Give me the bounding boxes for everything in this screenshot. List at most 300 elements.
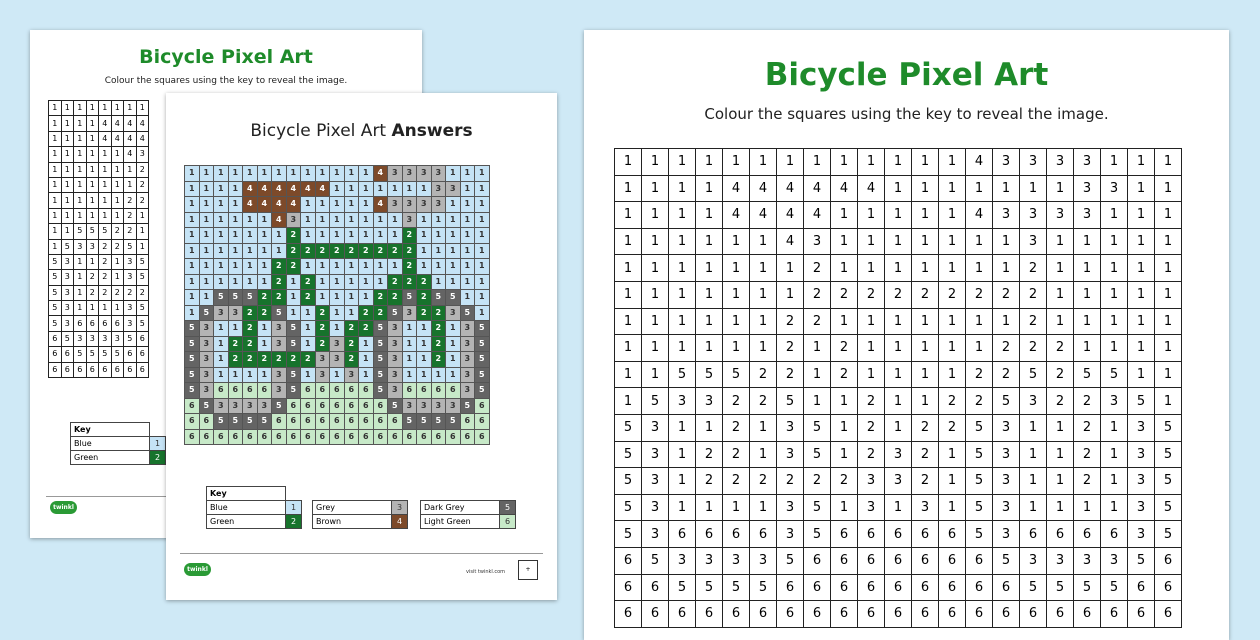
grid-cell: 6 — [777, 601, 804, 628]
grid-cell: 6 — [388, 429, 403, 445]
grid-cell: 1 — [858, 149, 885, 176]
grid-cell: 1 — [642, 228, 669, 255]
grid-cell: 5 — [723, 361, 750, 388]
grid-cell: 1 — [939, 361, 966, 388]
grid-cell: 1 — [804, 335, 831, 362]
grid-cell: 6 — [124, 362, 137, 377]
grid-cell: 3 — [61, 316, 74, 331]
grid-cell: 2 — [1020, 255, 1047, 282]
grid-cell: 1 — [642, 255, 669, 282]
grid-cell: 2 — [1074, 468, 1101, 495]
grid-cell: 1 — [431, 243, 446, 259]
grid-cell: 5 — [431, 290, 446, 306]
grid-cell: 1 — [431, 259, 446, 275]
grid-cell: 2 — [315, 336, 330, 352]
grid-cell: 3 — [1047, 202, 1074, 229]
grid-cell: 1 — [228, 228, 243, 244]
grid-cell: 1 — [257, 367, 272, 383]
grid-cell: 1 — [185, 274, 200, 290]
grid-cell: 2 — [315, 243, 330, 259]
grid-cell: 1 — [86, 116, 99, 131]
grid-cell: 6 — [1128, 601, 1155, 628]
grid-cell: 5 — [1155, 441, 1182, 468]
grid-cell: 2 — [1047, 361, 1074, 388]
grid-cell: 2 — [993, 281, 1020, 308]
grid-cell: 1 — [615, 335, 642, 362]
grid-cell: 3 — [74, 331, 87, 346]
grid-cell: 3 — [86, 239, 99, 254]
grid-cell: 1 — [74, 116, 87, 131]
grid-cell: 4 — [966, 202, 993, 229]
grid-cell: 1 — [642, 202, 669, 229]
grid-cell: 1 — [912, 175, 939, 202]
grid-cell: 2 — [804, 468, 831, 495]
grid-cell: 2 — [723, 441, 750, 468]
grid-cell: 1 — [642, 335, 669, 362]
grid-cell: 2 — [723, 414, 750, 441]
grid-cell: 2 — [344, 336, 359, 352]
grid-cell: 1 — [858, 202, 885, 229]
grid-cell: 1 — [199, 181, 214, 197]
grid-cell: 1 — [723, 494, 750, 521]
grid-cell: 6 — [344, 429, 359, 445]
grid-cell: 3 — [1047, 149, 1074, 176]
grid-cell: 1 — [74, 147, 87, 162]
grid-cell: 1 — [111, 101, 124, 116]
grid-cell: 1 — [1074, 494, 1101, 521]
grid-cell: 1 — [1101, 468, 1128, 495]
grid-cell: 3 — [330, 352, 345, 368]
grid-cell: 1 — [615, 361, 642, 388]
grid-cell: 1 — [1047, 228, 1074, 255]
grid-cell: 1 — [344, 290, 359, 306]
grid-cell: 1 — [1128, 175, 1155, 202]
grid-cell: 1 — [939, 149, 966, 176]
grid-cell: 6 — [185, 429, 200, 445]
grid-cell: 1 — [696, 175, 723, 202]
grid-cell: 1 — [49, 101, 62, 116]
grid-cell: 2 — [373, 290, 388, 306]
grid-cell: 1 — [228, 243, 243, 259]
grid-cell: 5 — [61, 239, 74, 254]
grid-cell: 4 — [286, 181, 301, 197]
grid-cell: 2 — [99, 270, 112, 285]
back-key-number: 2 — [150, 451, 166, 465]
grid-cell: 6 — [243, 383, 258, 399]
grid-cell: 1 — [475, 243, 490, 259]
grid-cell: 1 — [431, 228, 446, 244]
grid-cell: 6 — [858, 574, 885, 601]
answers-key-number: 4 — [392, 515, 408, 529]
grid-cell: 1 — [669, 335, 696, 362]
grid-cell: 6 — [136, 331, 149, 346]
grid-cell: 1 — [446, 228, 461, 244]
grid-cell: 6 — [431, 429, 446, 445]
grid-cell: 2 — [966, 281, 993, 308]
grid-cell: 2 — [777, 335, 804, 362]
grid-cell: 1 — [344, 228, 359, 244]
grid-cell: 1 — [885, 335, 912, 362]
grid-cell: 1 — [885, 388, 912, 415]
grid-cell: 2 — [124, 224, 137, 239]
answers-pixel-grid — [184, 165, 490, 445]
grid-cell: 5 — [286, 383, 301, 399]
grid-cell: 2 — [912, 281, 939, 308]
grid-cell: 1 — [912, 308, 939, 335]
grid-cell: 6 — [99, 316, 112, 331]
grid-cell: 1 — [402, 321, 417, 337]
grid-cell: 1 — [1074, 228, 1101, 255]
grid-cell: 3 — [750, 547, 777, 574]
grid-cell: 1 — [344, 305, 359, 321]
grid-cell: 4 — [804, 202, 831, 229]
grid-cell: 2 — [359, 305, 374, 321]
grid-cell: 1 — [86, 177, 99, 192]
grid-cell: 1 — [1074, 308, 1101, 335]
answers-title-prefix: Bicycle Pixel Art — [250, 121, 387, 141]
grid-cell: 4 — [750, 175, 777, 202]
grid-cell: 1 — [804, 388, 831, 415]
grid-cell: 3 — [388, 367, 403, 383]
grid-cell: 1 — [286, 274, 301, 290]
grid-cell: 1 — [199, 228, 214, 244]
grid-cell: 2 — [136, 162, 149, 177]
grid-cell: 1 — [330, 305, 345, 321]
grid-cell: 1 — [185, 181, 200, 197]
grid-row — [615, 202, 1182, 229]
grid-cell: 2 — [696, 468, 723, 495]
grid-cell: 1 — [359, 290, 374, 306]
grid-cell: 1 — [1155, 202, 1182, 229]
grid-cell: 2 — [286, 243, 301, 259]
grid-cell: 6 — [243, 429, 258, 445]
grid-cell: 1 — [111, 193, 124, 208]
main-title: Bicycle Pixel Art — [764, 57, 1049, 93]
grid-cell: 3 — [460, 367, 475, 383]
grid-cell: 3 — [388, 321, 403, 337]
grid-cell: 3 — [388, 352, 403, 368]
grid-cell: 5 — [460, 305, 475, 321]
grid-cell: 3 — [272, 336, 287, 352]
grid-cell: 6 — [1155, 601, 1182, 628]
grid-cell: 1 — [831, 255, 858, 282]
grid-cell: 1 — [858, 361, 885, 388]
grid-cell: 2 — [315, 321, 330, 337]
grid-cell: 2 — [831, 281, 858, 308]
grid-cell: 1 — [136, 224, 149, 239]
grid-cell: 6 — [750, 601, 777, 628]
grid-cell: 1 — [1101, 255, 1128, 282]
grid-cell: 2 — [939, 414, 966, 441]
grid-cell: 1 — [804, 149, 831, 176]
grid-cell: 2 — [1020, 335, 1047, 362]
grid-cell: 6 — [885, 601, 912, 628]
grid-cell: 3 — [1047, 547, 1074, 574]
grid-cell: 6 — [272, 414, 287, 430]
grid-cell: 3 — [1101, 175, 1128, 202]
grid-cell: 5 — [228, 290, 243, 306]
grid-cell: 1 — [359, 197, 374, 213]
grid-cell: 1 — [885, 149, 912, 176]
grid-cell: 1 — [74, 177, 87, 192]
grid-cell: 6 — [939, 521, 966, 548]
grid-cell: 3 — [642, 441, 669, 468]
grid-cell: 1 — [475, 305, 490, 321]
grid-cell: 5 — [136, 270, 149, 285]
grid-cell: 2 — [431, 305, 446, 321]
grid-cell: 6 — [111, 316, 124, 331]
grid-cell: 2 — [402, 243, 417, 259]
grid-cell: 2 — [344, 243, 359, 259]
grid-cell: 1 — [723, 281, 750, 308]
grid-cell: 6 — [136, 347, 149, 362]
grid-cell: 3 — [777, 441, 804, 468]
back-key-label: Green — [71, 451, 150, 465]
grid-cell: 1 — [315, 212, 330, 228]
grid-cell: 6 — [750, 521, 777, 548]
grid-cell: 1 — [359, 181, 374, 197]
grid-cell: 1 — [315, 274, 330, 290]
grid-row — [49, 254, 149, 269]
grid-cell: 1 — [61, 193, 74, 208]
grid-cell: 6 — [858, 601, 885, 628]
grid-cell: 2 — [1074, 388, 1101, 415]
answers-key-number: 5 — [500, 501, 516, 515]
grid-cell: 1 — [1020, 441, 1047, 468]
grid-cell: 3 — [993, 494, 1020, 521]
grid-cell: 6 — [669, 601, 696, 628]
grid-cell: 1 — [669, 175, 696, 202]
grid-cell: 1 — [359, 166, 374, 182]
grid-cell: 1 — [330, 212, 345, 228]
grid-cell: 1 — [417, 352, 432, 368]
grid-cell: 5 — [723, 574, 750, 601]
grid-cell: 1 — [475, 274, 490, 290]
grid-cell: 3 — [388, 383, 403, 399]
grid-cell: 5 — [1155, 494, 1182, 521]
answers-key-label: Green — [207, 515, 286, 529]
grid-cell: 1 — [214, 243, 229, 259]
grid-cell: 6 — [912, 547, 939, 574]
grid-cell: 1 — [750, 149, 777, 176]
grid-cell: 1 — [669, 441, 696, 468]
grid-cell: 1 — [1128, 149, 1155, 176]
worksheet-answers-page — [166, 93, 557, 600]
grid-cell: 2 — [99, 285, 112, 300]
grid-row — [49, 116, 149, 131]
grid-cell: 3 — [993, 414, 1020, 441]
grid-cell: 2 — [750, 361, 777, 388]
grid-cell: 5 — [804, 414, 831, 441]
grid-cell: 1 — [330, 259, 345, 275]
grid-cell: 1 — [286, 305, 301, 321]
grid-cell: 1 — [359, 228, 374, 244]
grid-cell: 3 — [214, 398, 229, 414]
grid-cell: 5 — [696, 574, 723, 601]
grid-cell: 2 — [359, 321, 374, 337]
grid-cell: 1 — [272, 243, 287, 259]
grid-cell: 6 — [315, 398, 330, 414]
grid-cell: 1 — [669, 228, 696, 255]
grid-cell: 1 — [446, 166, 461, 182]
grid-cell: 1 — [111, 162, 124, 177]
grid-cell: 6 — [315, 414, 330, 430]
grid-cell: 1 — [228, 321, 243, 337]
grid-cell: 1 — [446, 259, 461, 275]
grid-cell: 4 — [858, 175, 885, 202]
grid-cell: 6 — [74, 362, 87, 377]
grid-cell: 1 — [315, 290, 330, 306]
grid-cell: 1 — [344, 259, 359, 275]
grid-cell: 6 — [330, 429, 345, 445]
answers-key-number: 3 — [392, 501, 408, 515]
grid-cell: 5 — [243, 414, 258, 430]
grid-cell: 4 — [257, 181, 272, 197]
grid-cell: 1 — [696, 255, 723, 282]
grid-cell: 5 — [243, 290, 258, 306]
grid-cell: 1 — [111, 270, 124, 285]
grid-cell: 5 — [136, 301, 149, 316]
grid-cell: 5 — [750, 574, 777, 601]
worksheet-main-page — [584, 30, 1229, 640]
grid-cell: 5 — [402, 414, 417, 430]
grid-cell: 1 — [475, 166, 490, 182]
grid-cell: 1 — [344, 166, 359, 182]
grid-cell: 6 — [993, 574, 1020, 601]
grid-cell: 5 — [99, 347, 112, 362]
answers-key-label: Light Green — [421, 515, 500, 529]
grid-cell: 6 — [257, 429, 272, 445]
grid-cell: 1 — [912, 335, 939, 362]
grid-cell: 2 — [750, 388, 777, 415]
grid-cell: 4 — [243, 197, 258, 213]
grid-cell: 1 — [199, 290, 214, 306]
grid-cell: 5 — [966, 441, 993, 468]
grid-cell: 1 — [1128, 361, 1155, 388]
grid-cell: 3 — [286, 212, 301, 228]
grid-cell: 5 — [777, 388, 804, 415]
grid-cell: 3 — [257, 398, 272, 414]
grid-cell: 4 — [373, 166, 388, 182]
grid-cell: 3 — [446, 181, 461, 197]
grid-cell: 1 — [315, 166, 330, 182]
grid-cell: 6 — [49, 362, 62, 377]
grid-cell: 2 — [111, 285, 124, 300]
grid-cell: 1 — [475, 212, 490, 228]
grid-cell: 3 — [61, 285, 74, 300]
back-key-header: Key — [71, 423, 150, 437]
grid-cell: 1 — [86, 101, 99, 116]
grid-cell: 1 — [1047, 441, 1074, 468]
grid-cell: 6 — [330, 398, 345, 414]
grid-cell: 6 — [831, 547, 858, 574]
grid-cell: 2 — [912, 414, 939, 441]
grid-cell: 1 — [696, 308, 723, 335]
grid-cell: 2 — [301, 290, 316, 306]
grid-cell: 4 — [272, 181, 287, 197]
grid-cell: 3 — [199, 336, 214, 352]
grid-cell: 1 — [777, 149, 804, 176]
grid-cell: 4 — [124, 131, 137, 146]
grid-cell: 1 — [966, 175, 993, 202]
grid-cell: 1 — [124, 177, 137, 192]
grid-cell: 1 — [460, 243, 475, 259]
grid-cell: 6 — [642, 574, 669, 601]
grid-cell: 3 — [431, 166, 446, 182]
grid-cell: 1 — [1128, 308, 1155, 335]
grid-cell: 1 — [642, 361, 669, 388]
grid-cell: 1 — [61, 147, 74, 162]
grid-cell: 1 — [615, 149, 642, 176]
grid-cell: 6 — [228, 383, 243, 399]
grid-cell: 1 — [615, 202, 642, 229]
grid-cell: 3 — [1074, 149, 1101, 176]
grid-cell: 5 — [185, 336, 200, 352]
grid-cell: 5 — [74, 224, 87, 239]
grid-cell: 2 — [831, 361, 858, 388]
answers-key-table — [206, 486, 302, 529]
twinkl-logo: twinkl — [184, 563, 211, 576]
grid-cell: 3 — [315, 367, 330, 383]
grid-cell: 1 — [1128, 228, 1155, 255]
grid-cell: 1 — [912, 255, 939, 282]
grid-cell: 5 — [1047, 574, 1074, 601]
grid-cell: 5 — [1155, 521, 1182, 548]
grid-cell: 6 — [1020, 521, 1047, 548]
grid-cell: 3 — [228, 398, 243, 414]
grid-cell: 6 — [723, 601, 750, 628]
grid-cell: 1 — [1047, 494, 1074, 521]
grid-cell: 6 — [858, 521, 885, 548]
grid-cell: 3 — [446, 305, 461, 321]
grid-cell: 1 — [831, 149, 858, 176]
grid-row — [49, 131, 149, 146]
grid-cell: 5 — [460, 398, 475, 414]
grid-row — [615, 441, 1182, 468]
grid-cell: 1 — [74, 270, 87, 285]
grid-row — [615, 308, 1182, 335]
grid-cell: 5 — [1020, 574, 1047, 601]
grid-cell: 2 — [373, 243, 388, 259]
grid-cell: 6 — [257, 383, 272, 399]
grid-cell: 6 — [330, 414, 345, 430]
grid-cell: 6 — [301, 398, 316, 414]
grid-cell: 6 — [460, 414, 475, 430]
grid-row — [185, 197, 490, 213]
grid-cell: 1 — [615, 228, 642, 255]
grid-cell: 2 — [124, 208, 137, 223]
grid-cell: 3 — [61, 270, 74, 285]
grid-cell: 5 — [111, 347, 124, 362]
grid-cell: 1 — [49, 116, 62, 131]
grid-cell: 6 — [642, 601, 669, 628]
grid-cell: 3 — [642, 414, 669, 441]
grid-cell: 5 — [373, 336, 388, 352]
grid-cell: 6 — [402, 429, 417, 445]
grid-cell: 3 — [199, 367, 214, 383]
grid-cell: 1 — [61, 101, 74, 116]
grid-cell: 2 — [136, 285, 149, 300]
grid-cell: 3 — [912, 494, 939, 521]
grid-cell: 1 — [912, 149, 939, 176]
grid-cell: 5 — [49, 254, 62, 269]
grid-cell: 6 — [86, 362, 99, 377]
twinkl-logo: twinkl — [50, 501, 77, 514]
grid-cell: 1 — [99, 147, 112, 162]
grid-cell: 4 — [373, 197, 388, 213]
grid-row — [185, 274, 490, 290]
grid-cell: 1 — [750, 308, 777, 335]
